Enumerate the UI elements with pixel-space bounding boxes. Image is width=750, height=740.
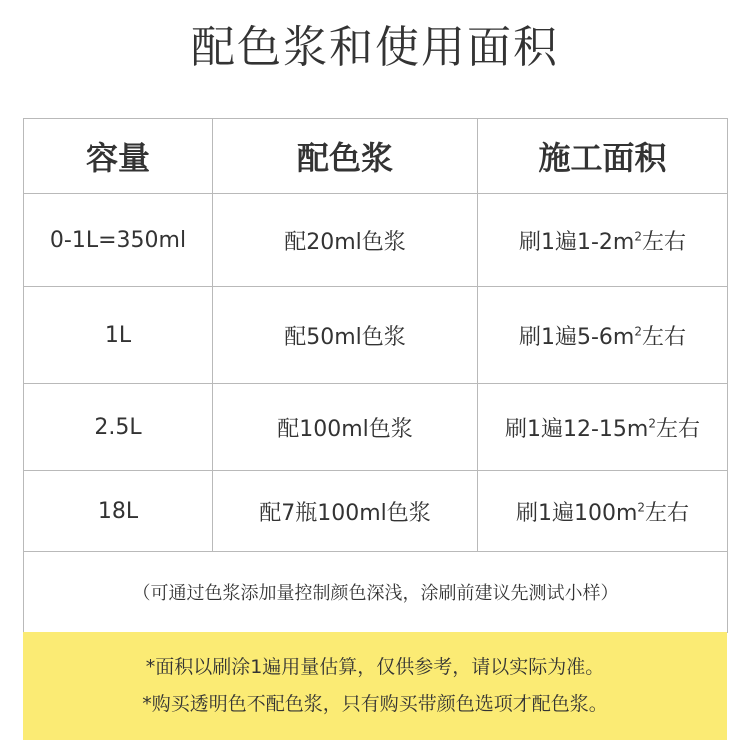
area-text: 刷1遍1-2m bbox=[518, 229, 635, 255]
area-cell bbox=[478, 471, 728, 552]
area-superscript: 2 bbox=[634, 229, 642, 244]
paste-cell: 配7瓶100ml色浆 bbox=[213, 471, 478, 552]
table-header-row bbox=[24, 119, 728, 194]
table-row bbox=[24, 287, 728, 384]
table-row bbox=[24, 194, 728, 287]
area-suffix: 左右 bbox=[655, 416, 700, 442]
area-superscript: 2 bbox=[637, 500, 646, 515]
capacity-cell: 2.5L bbox=[24, 384, 213, 471]
table-row bbox=[24, 384, 728, 471]
header-coverage-area: 施工面积 bbox=[478, 119, 728, 194]
area-suffix: 左右 bbox=[642, 229, 687, 255]
area-suffix: 左右 bbox=[645, 500, 690, 526]
footer-notice-band bbox=[23, 632, 727, 740]
page-title: 配色浆和使用面积 bbox=[191, 22, 559, 73]
capacity-cell: 0-1L=350ml bbox=[24, 194, 213, 287]
area-cell bbox=[478, 194, 728, 287]
table-row bbox=[24, 471, 728, 552]
footer-note-area-estimate: *面积以刷涂1遍用量估算，仅供参考，请以实际为准。 bbox=[145, 656, 605, 678]
area-text: 刷1遍100m bbox=[515, 500, 638, 526]
footer-note-transparent-color: *购买透明色不配色浆，只有购买带颜色选项才配色浆。 bbox=[142, 693, 608, 715]
capacity-cell: 18L bbox=[24, 471, 213, 552]
area-text: 刷1遍5-6m bbox=[518, 324, 635, 350]
area-superscript: 2 bbox=[634, 324, 642, 339]
area-suffix: 左右 bbox=[642, 324, 687, 350]
area-cell bbox=[478, 287, 728, 384]
paste-cell: 配20ml色浆 bbox=[213, 194, 478, 287]
area-text: 刷1遍12-15m bbox=[504, 416, 649, 442]
area-cell bbox=[478, 384, 728, 471]
capacity-cell: 1L bbox=[24, 287, 213, 384]
table-note-row bbox=[24, 552, 728, 633]
header-capacity: 容量 bbox=[24, 119, 213, 194]
paste-cell: 配50ml色浆 bbox=[213, 287, 478, 384]
header-color-paste: 配色浆 bbox=[213, 119, 478, 194]
paste-cell: 配100ml色浆 bbox=[213, 384, 478, 471]
spec-table bbox=[23, 118, 728, 633]
table-note: （可通过色浆添加量控制颜色深浅，涂刷前建议先测试小样） bbox=[24, 552, 728, 633]
area-superscript: 2 bbox=[648, 416, 656, 431]
